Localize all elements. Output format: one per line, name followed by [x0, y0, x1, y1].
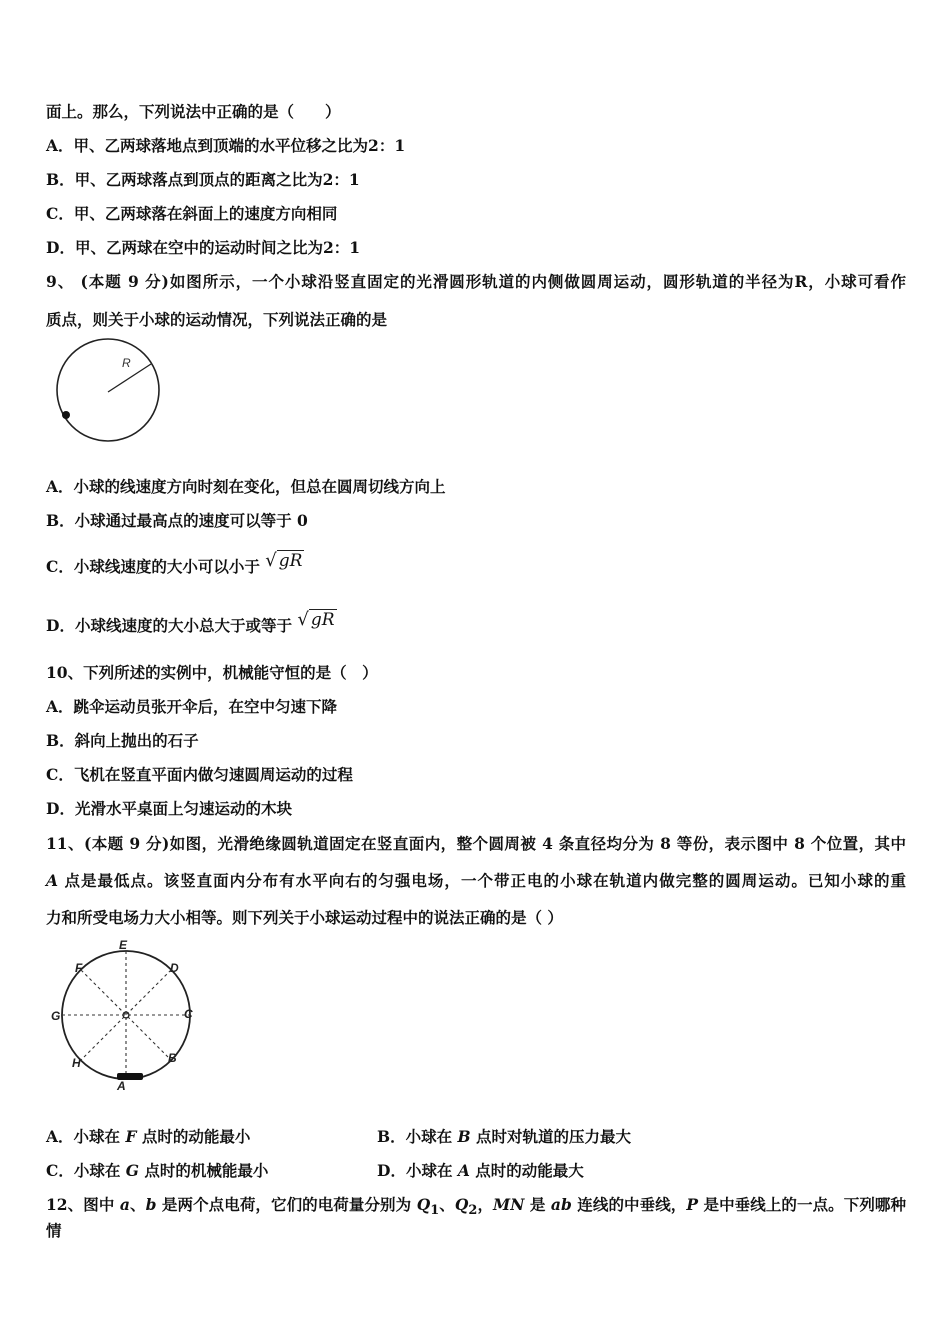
- q12-text-8: 是中垂线上的一点。下列哪种情: [46, 1195, 906, 1241]
- q9-option-c-sqrt: √ gR: [265, 550, 303, 571]
- q12-text-3: 是两个点电荷，它们的电荷量分别为: [156, 1195, 417, 1214]
- q11-option-d-pre: D．小球在: [377, 1161, 458, 1180]
- q9-option-d-sqrt: √ gR: [297, 609, 335, 630]
- q10-option-d: D．光滑水平桌面上匀速运动的木块: [46, 799, 292, 818]
- q9-circle-figure: [50, 334, 170, 450]
- q11-stem-line2: [46, 871, 906, 891]
- q11-option-c-point: G: [125, 1161, 139, 1180]
- q8-option-a: A．甲、乙两球落地点到顶端的水平位移之比为2：1: [46, 136, 406, 155]
- q9-option-a: A．小球的线速度方向时刻在变化，但总在圆周切线方向上: [46, 477, 446, 496]
- q12-text-1: 12、图中: [46, 1195, 120, 1214]
- q11-stem-line3: 力和所受电场力大小相等。则下列关于小球运动过程中的说法正确的是（ ）: [46, 908, 563, 927]
- q12-var-b: b: [145, 1195, 157, 1214]
- q12-sub-2: 2: [468, 1203, 478, 1219]
- q11-option-b-point: B: [457, 1127, 471, 1146]
- q8-option-d: D．甲、乙两球在空中的运动时间之比为2：1: [46, 238, 361, 257]
- q11-option-a-pre: A．小球在: [46, 1127, 126, 1146]
- q9-option-d: [46, 609, 337, 636]
- q11-option-a-point: F: [125, 1127, 137, 1146]
- q9-stem-line2: 质点，则关于小球的运动情况，下列说法正确的是: [46, 310, 388, 329]
- q11-option-d-post: 点时的动能最大: [469, 1161, 584, 1180]
- q8-stem-tail: 面上。那么，下列说法中正确的是（ ）: [46, 102, 341, 121]
- q11-option-c-pre: C．小球在: [46, 1161, 126, 1180]
- q12-text-6: 是: [524, 1195, 551, 1214]
- q12-text-2: 、: [129, 1195, 146, 1214]
- q11-label-g: G: [51, 1009, 61, 1023]
- q11-option-a: [46, 1127, 250, 1147]
- q10-stem: 10、下列所述的实例中，机械能守恒的是（ ）: [46, 663, 378, 682]
- q12-text-5: ，: [477, 1195, 494, 1214]
- q11-option-a-post: 点时的动能最小: [136, 1127, 251, 1146]
- q11-option-c: [46, 1161, 268, 1181]
- q11-stem-line1: 11、(本题 9 分)如图，光滑绝缘圆轨道固定在竖直面内，整个圆周被 4 条直径均分为 8 等份，表示图中 8 个位置，其中: [46, 834, 906, 853]
- q9-option-b: B．小球通过最高点的速度可以等于 0: [46, 511, 308, 530]
- q12-var-q1: Q: [416, 1195, 431, 1214]
- q11-label-a: A: [117, 1079, 126, 1092]
- q9-ball: [62, 411, 70, 419]
- q9-option-c: [46, 550, 304, 577]
- q12-text-7: 连线的中垂线，: [571, 1195, 687, 1214]
- q8-option-c: C．甲、乙两球落在斜面上的速度方向相同: [46, 204, 338, 223]
- q9-stem-line1: 9、 (本题 9 分)如图所示，一个小球沿竖直固定的光滑圆形轨道的内侧做圆周运动，圆形轨道的半径为R，小球可看作: [46, 272, 906, 291]
- q11-option-c-post: 点时的机械能最小: [138, 1161, 269, 1180]
- q12-var-ab: ab: [550, 1195, 572, 1214]
- q11-option-d: [377, 1161, 584, 1181]
- q9-option-d-text: D．小球线速度的大小总大于或等于: [46, 616, 292, 635]
- q11-stem-line2-text: 点是最低点。该竖直面内分布有水平向右的匀强电场，一个带正电的小球在轨道内做完整的圆周运动。已知小球的重: [58, 871, 906, 890]
- q9-track-circle: [57, 339, 159, 441]
- q9-option-c-text: C．小球线速度的大小可以小于: [46, 557, 260, 576]
- q12-sub-1: 1: [430, 1203, 440, 1219]
- q12-var-a: a: [119, 1195, 130, 1214]
- q11-option-b: [377, 1127, 631, 1147]
- q11-label-c: C: [184, 1007, 193, 1021]
- q9-radius-label: R: [122, 356, 131, 370]
- q11-option-d-point: A: [457, 1161, 470, 1180]
- q12-stem-line1: [46, 1195, 906, 1241]
- q11-label-f: F: [75, 961, 83, 975]
- q11-label-d: D: [170, 961, 179, 975]
- q12-var-mn: MN: [493, 1195, 525, 1214]
- q12-var-p: P: [686, 1195, 699, 1214]
- q11-option-b-post: 点时对轨道的压力最大: [470, 1127, 632, 1146]
- q10-option-b: B．斜向上抛出的石子: [46, 731, 199, 750]
- q9-option-d-radicand: gR: [310, 610, 335, 630]
- q11-point-a-label: A: [46, 871, 59, 890]
- q10-option-a: A．跳伞运动员张开伞后，在空中匀速下降: [46, 697, 338, 716]
- q11-circle-figure: [44, 938, 214, 1092]
- q11-option-b-pre: B．小球在: [377, 1127, 458, 1146]
- q11-label-e: E: [119, 938, 128, 952]
- q11-label-b: B: [168, 1051, 177, 1065]
- q12-text-4: 、: [439, 1195, 455, 1214]
- q12-var-q2: Q: [454, 1195, 469, 1214]
- q9-option-c-radicand: gR: [278, 551, 303, 571]
- q11-label-h: H: [72, 1056, 81, 1070]
- q8-option-b: B．甲、乙两球落点到顶点的距离之比为2：1: [46, 170, 360, 189]
- q10-option-c: C．飞机在竖直平面内做匀速圆周运动的过程: [46, 765, 353, 784]
